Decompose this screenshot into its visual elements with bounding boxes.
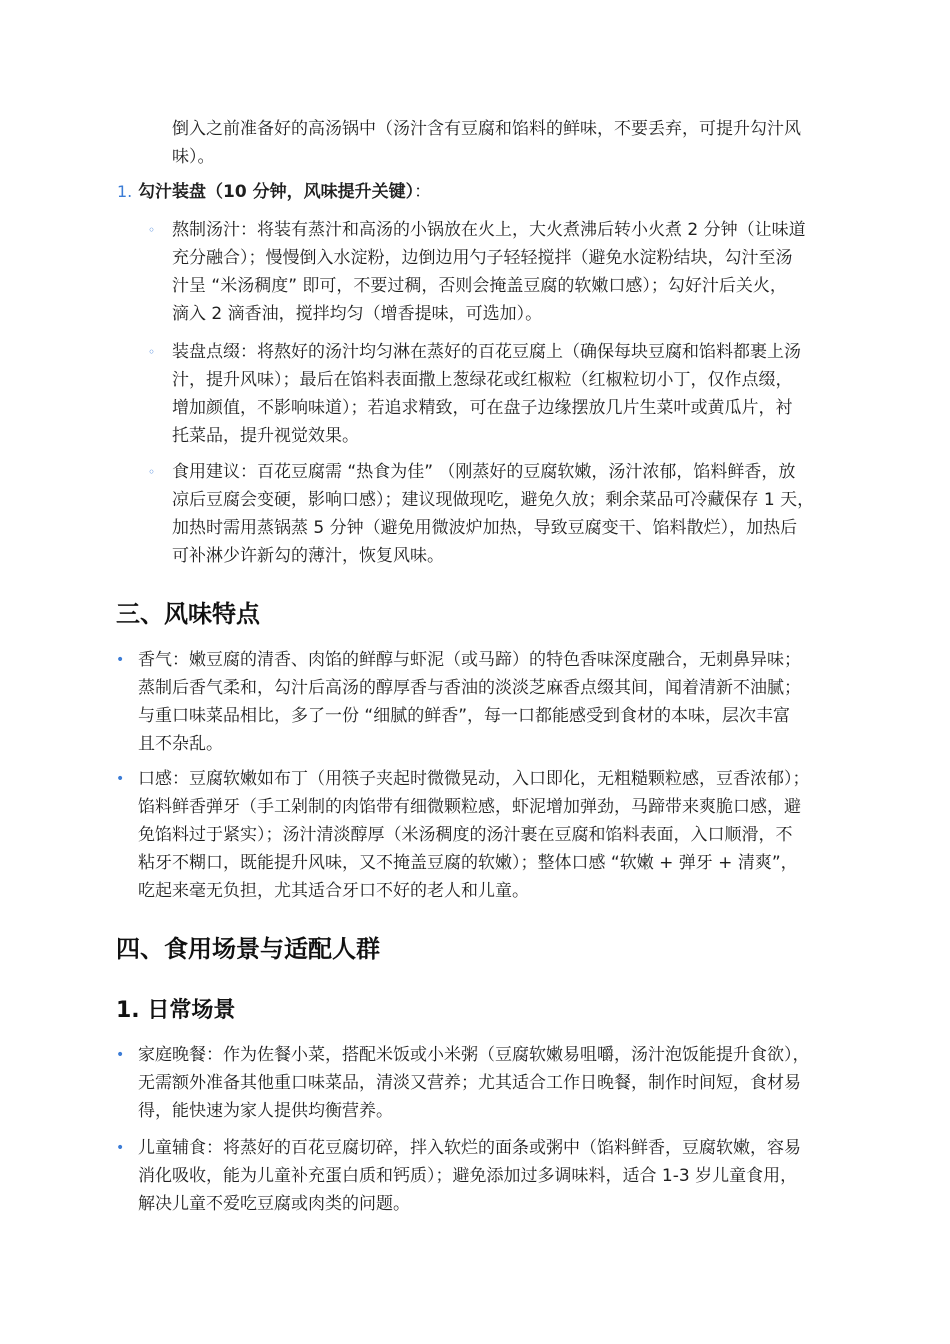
step-title: 勾汁装盘（10 分钟，风味提升关键） — [138, 182, 415, 202]
flavor-item-aroma — [138, 646, 801, 758]
text-line: 可补淋少许新勾的薄汁，恢复风味。 — [172, 546, 444, 566]
text-line: 食用建议：百花豆腐需 “热食为佳” （刚蒸好的豆腐软嫩，汤汁浓郁，馅料鲜香，放 — [172, 462, 796, 482]
text-line: 馅料鲜香弹牙（手工剁制的肉馅带有细微颗粒感，虾泥增加弹劲，马蹄带来爽脆口感，避 — [138, 797, 801, 817]
flavor-item-texture — [138, 765, 810, 905]
text-line: 儿童辅食：将蒸好的百花豆腐切碎，拌入软烂的面条或粥中（馅料鲜香，豆腐软嫩，容易 — [138, 1138, 801, 1158]
text-line: 熬制汤汁：将装有蒸汁和高汤的小锅放在火上，大火煮沸后转小火煮 2 分钟（让味道 — [172, 220, 806, 240]
text-line: 凉后豆腐会变硬，影响口感）；建议现做现吃，避免久放；剩余菜品可冷藏保存 1 天， — [172, 490, 815, 510]
text-line: 汁呈 “米汤稠度” 即可，不要过稠，否则会掩盖豆腐的软嫩口感）；勾好汁后关火， — [172, 276, 787, 296]
bullet-icon: • — [116, 771, 125, 787]
text-line: 托菜品，提升视觉效果。 — [172, 426, 359, 446]
text-line: 加热时需用蒸锅蒸 5 分钟（避免用微波炉加热，导致豆腐变干、馅料散烂），加热后 — [172, 518, 798, 538]
text-line: 吃起来毫无负担，尤其适合牙口不好的老人和儿童。 — [138, 881, 529, 901]
text-line: 无需额外准备其他重口味菜品，清淡又营养；尤其适合工作日晚餐，制作时间短，食材易 — [138, 1073, 801, 1093]
text-line: 粘牙不糊口，既能提升风味，又不掩盖豆腐的软嫩）；整体口感 “软嫩 + 弹牙 + 清爽”， — [138, 853, 798, 873]
text-line: 免馅料过于紧实）；汤汁清淡醇厚（米汤稠度的汤汁裹在豆腐和馅料表面，入口顺滑，不 — [138, 825, 793, 845]
circle-bullet-icon: ◦ — [148, 345, 156, 359]
text-line: 消化吸收，能为儿童补充蛋白质和钙质）；避免添加过多调味料，适合 1-3 岁儿童食用， — [138, 1166, 798, 1186]
text-line: 滴入 2 滴香油，搅拌均匀（增香提味，可选加）。 — [172, 304, 543, 324]
section-heading-flavor: 三、风味特点 — [116, 600, 260, 628]
continuation-paragraph — [172, 115, 801, 171]
text-line: 倒入之前准备好的高汤锅中（汤汁含有豆腐和馅料的鲜味，不要丢弃，可提升勾汁风 — [172, 119, 801, 139]
step-number: 1. — [117, 182, 133, 201]
text-line: 与重口味菜品相比，多了一份 “细腻的鲜香”，每一口都能感受到食材的本味，层次丰富 — [138, 706, 791, 726]
text-line: 充分融合）；慢慢倒入水淀粉，边倒边用勺子轻轻搅拌（避免水淀粉结块，勾汁至汤 — [172, 248, 793, 268]
subsection-heading-daily: 1. 日常场景 — [116, 998, 236, 1023]
circle-bullet-icon: ◦ — [148, 223, 156, 237]
text-line: 蒸制后香气柔和，勾汁后高汤的醇厚香与香油的淡淡芝麻香点缀其间，闻着清新不油腻； — [138, 678, 801, 698]
text-line: 得，能快速为家人提供均衡营养。 — [138, 1101, 393, 1121]
scenario-item-child-food — [138, 1134, 801, 1218]
scenario-item-family-dinner — [138, 1041, 810, 1125]
step-subitem-serving-advice — [172, 458, 814, 570]
bullet-icon: • — [116, 1140, 125, 1156]
step-subitem-simmer-sauce — [172, 216, 806, 328]
text-line: 家庭晚餐：作为佐餐小菜，搭配米饭或小米粥（豆腐软嫩易咀嚼，汤汁泡饭能提升食欲）， — [138, 1045, 810, 1065]
bullet-icon: • — [116, 1047, 125, 1063]
text-line: 香气：嫩豆腐的清香、肉馅的鲜醇与虾泥（或马蹄）的特色香味深度融合，无刺鼻异味； — [138, 650, 801, 670]
text-line: 且不杂乱。 — [138, 734, 223, 754]
text-line: 汁，提升风味）；最后在馅料表面撒上葱绿花或红椒粒（红椒粒切小丁，仅作点缀， — [172, 370, 793, 390]
step-heading — [138, 178, 431, 206]
bullet-icon: • — [116, 652, 125, 668]
circle-bullet-icon: ◦ — [148, 465, 156, 479]
text-line: 解决儿童不爱吃豆腐或肉类的问题。 — [138, 1194, 410, 1214]
text-line: 口感：豆腐软嫩如布丁（用筷子夹起时微微晃动，入口即化，无粗糙颗粒感，豆香浓郁）； — [138, 769, 810, 789]
text-line: 增加颜值，不影响味道）；若追求精致，可在盘子边缘摆放几片生菜叶或黄瓜片，衬 — [172, 398, 793, 418]
text-line: 味）。 — [172, 147, 215, 167]
text-line: 装盘点缀：将熬好的汤汁均匀淋在蒸好的百花豆腐上（确保每块豆腐和馅料都裹上汤 — [172, 342, 801, 362]
section-heading-scenarios: 四、食用场景与适配人群 — [116, 935, 380, 963]
step-suffix: ： — [414, 182, 432, 202]
step-subitem-plating — [172, 338, 801, 450]
